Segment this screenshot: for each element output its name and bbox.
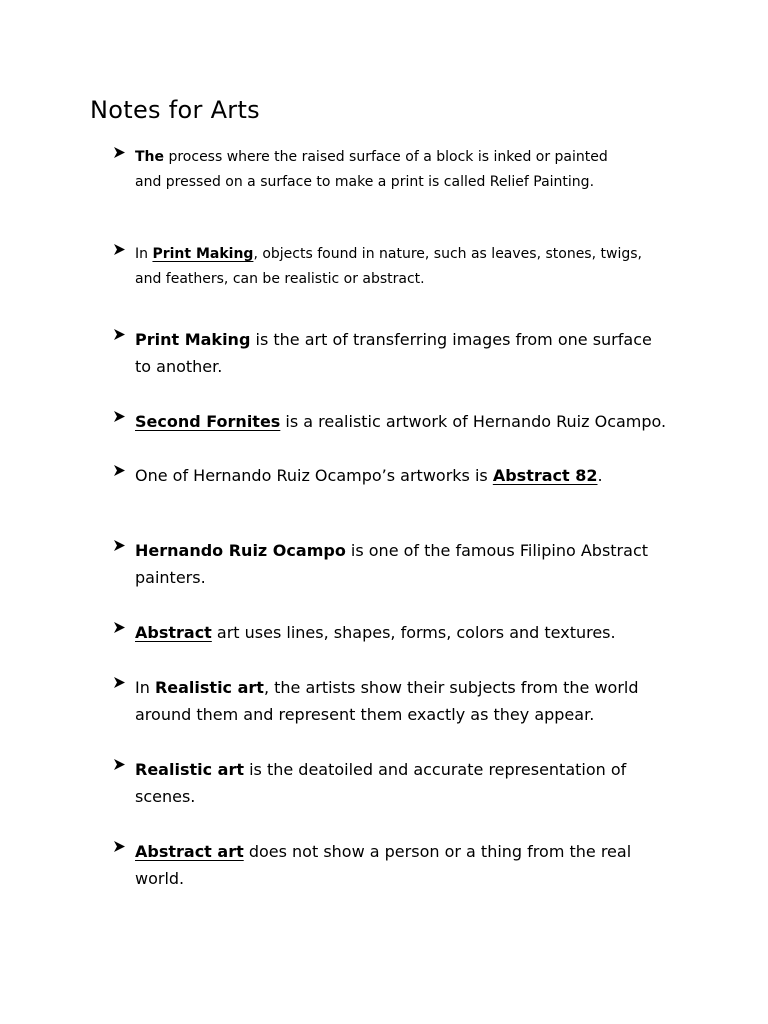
note-text-segment: does not show a person or a thing from the real <box>243 842 632 861</box>
note-text-segment: One of Hernando Ruiz Ocampo’s artworks is <box>135 466 493 485</box>
note-keyword: Print Making <box>135 330 251 349</box>
note-item <box>113 838 673 892</box>
note-item <box>113 537 673 591</box>
note-line-1 <box>135 756 673 783</box>
arrowhead-bullet-icon <box>113 758 126 771</box>
note-item <box>113 326 673 380</box>
note-line-2 <box>135 865 673 892</box>
page-title: Notes for Arts <box>90 96 260 124</box>
note-keyword: Realistic art <box>135 760 244 779</box>
note-line-2 <box>135 267 673 292</box>
note-line-2 <box>135 564 673 591</box>
note-text-segment: painters. <box>135 568 206 587</box>
note-keyword: Print Making <box>152 246 254 262</box>
note-text-segment: In <box>135 246 153 262</box>
arrowhead-bullet-icon <box>113 840 126 853</box>
note-line-2 <box>135 701 673 728</box>
note-text-segment: , the artists show their subjects from the world <box>263 678 639 697</box>
note-text-segment: In <box>135 678 155 697</box>
note-line-2 <box>135 783 673 810</box>
note-item <box>113 674 673 728</box>
note-keyword: Realistic art <box>154 678 264 697</box>
note-item <box>113 462 673 489</box>
arrowhead-bullet-icon <box>113 539 126 552</box>
note-text-segment: process where the raised surface of a block is inked or painted <box>164 149 608 165</box>
arrowhead-bullet-icon <box>113 410 126 423</box>
note-line-1 <box>135 408 673 435</box>
note-line-1 <box>135 838 673 865</box>
note-text-segment: is the deatoiled and accurate representation of <box>243 760 627 779</box>
note-item <box>113 408 673 435</box>
note-item <box>113 756 673 810</box>
note-line-1 <box>135 145 673 170</box>
note-line-2 <box>135 170 673 195</box>
note-line-1 <box>135 242 673 267</box>
note-keyword: Abstract art <box>135 842 244 861</box>
arrowhead-bullet-icon <box>113 328 126 341</box>
note-text-segment: world. <box>135 869 185 888</box>
note-item <box>113 242 673 292</box>
note-text-segment: scenes. <box>135 787 196 806</box>
note-text-segment: and pressed on a surface to make a print is called Relief Painting. <box>135 174 595 190</box>
note-line-1 <box>135 326 673 353</box>
note-text-segment: . <box>597 466 603 485</box>
note-keyword: Abstract <box>135 623 212 642</box>
arrowhead-bullet-icon <box>113 676 126 689</box>
note-line-1 <box>135 462 673 489</box>
note-text-segment: , objects found in nature, such as leaves, stones, twigs, <box>253 246 642 262</box>
note-text-segment: is the art of transferring images from one surface <box>250 330 652 349</box>
arrowhead-bullet-icon <box>113 621 126 634</box>
note-text-segment: is one of the famous Filipino Abstract <box>345 541 649 560</box>
note-line-1 <box>135 537 673 564</box>
note-keyword: Hernando Ruiz Ocampo <box>135 541 346 560</box>
note-line-2 <box>135 353 673 380</box>
note-item <box>113 145 673 195</box>
note-text-segment: The <box>135 149 165 165</box>
arrowhead-bullet-icon <box>113 464 126 477</box>
note-line-1 <box>135 619 673 646</box>
note-text-segment: around them and represent them exactly as they appear. <box>135 705 595 724</box>
note-item <box>113 619 673 646</box>
note-keyword: Abstract 82 <box>492 466 598 485</box>
note-keyword: Second Fornites <box>135 412 281 431</box>
arrowhead-bullet-icon <box>113 146 126 159</box>
note-text-segment: to another. <box>135 357 223 376</box>
note-text-segment: and feathers, can be realistic or abstract. <box>135 271 425 287</box>
note-line-1 <box>135 674 673 701</box>
arrowhead-bullet-icon <box>113 243 126 256</box>
note-text-segment: is a realistic artwork of Hernando Ruiz Ocampo. <box>280 412 667 431</box>
note-text-segment: art uses lines, shapes, forms, colors and textures. <box>211 623 616 642</box>
